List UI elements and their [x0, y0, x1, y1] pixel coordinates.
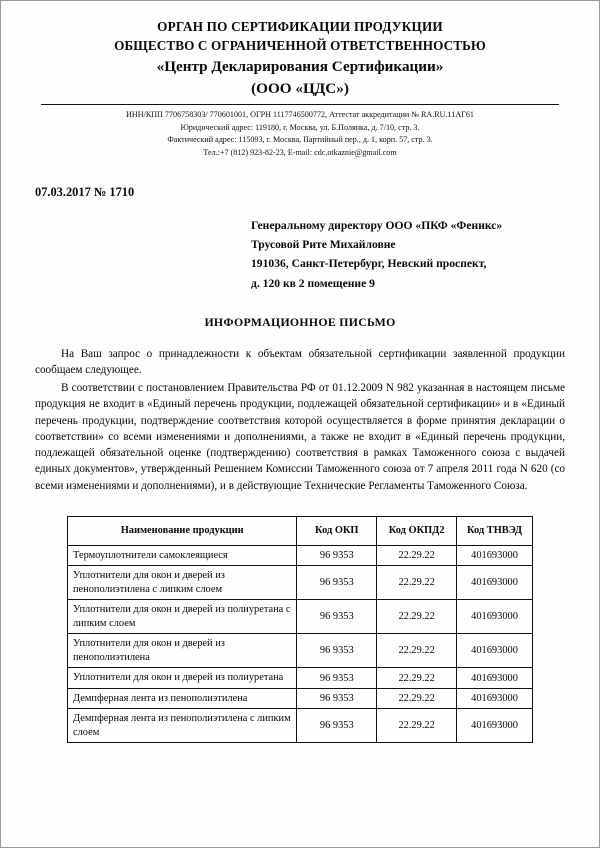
requisites-legal-address: Юридический адрес: 119180, г. Москва, ул. Б.Полянка, д. 7/10, стр. 3.	[180, 122, 420, 132]
cell-okp: 96 9353	[297, 600, 377, 634]
cell-okp: 96 9353	[297, 634, 377, 668]
addressee-name: Трусовой Рите Михайловне	[251, 238, 396, 252]
cell-okp: 96 9353	[297, 545, 377, 566]
requisites-contacts: Тел.:+7 (812) 923-82-23, E-mail: cdc.otkaznie@gmail.com	[203, 147, 397, 157]
table-row	[68, 566, 533, 600]
column-header-okpd2: Код ОКПД2	[377, 516, 457, 545]
cell-okp: 96 9353	[297, 688, 377, 709]
cell-okpd2: 22.29.22	[377, 668, 457, 689]
addressee-block	[251, 216, 565, 293]
header-divider	[41, 104, 559, 105]
addressee-address-line2: д. 120 кв 2 помещение 9	[251, 276, 375, 290]
cell-tnved: 401693000	[457, 709, 533, 743]
cell-tnved: 401693000	[457, 668, 533, 689]
cell-product-name: Уплотнители для окон и дверей из пенополиэтилена	[68, 634, 297, 668]
company-requisites	[35, 109, 565, 159]
cell-okpd2: 22.29.22	[377, 634, 457, 668]
cell-product-name: Уплотнители для окон и дверей из полиуретана с липким слоем	[68, 600, 297, 634]
cell-okpd2: 22.29.22	[377, 709, 457, 743]
cell-okp: 96 9353	[297, 709, 377, 743]
legal-form-line: ОБЩЕСТВО С ОГРАНИЧЕННОЙ ОТВЕТСТВЕННОСТЬЮ	[114, 38, 486, 53]
requisites-actual-address: Фактический адрес: 115093, г. Москва, Партийный пер., д. 1, корп. 57, стр. 3.	[167, 135, 433, 145]
org-name-line: «Центр Декларирования Сертификации»	[156, 58, 444, 75]
org-short-name-line: (ООО «ЦДС»)	[251, 80, 349, 97]
table-row	[68, 688, 533, 709]
table-row	[68, 600, 533, 634]
table-row	[68, 709, 533, 743]
cell-okpd2: 22.29.22	[377, 566, 457, 600]
cell-okpd2: 22.29.22	[377, 600, 457, 634]
document-title: ИНФОРМАЦИОННОЕ ПИСЬМО	[204, 314, 396, 329]
cell-okp: 96 9353	[297, 668, 377, 689]
letterhead	[35, 19, 565, 98]
addressee-position: Генеральному директору ООО «ПКФ «Феникс»	[251, 219, 503, 233]
column-header-tnved: Код ТНВЭД	[457, 516, 533, 545]
products-table	[67, 516, 533, 744]
column-header-okp: Код ОКП	[297, 516, 377, 545]
cell-tnved: 401693000	[457, 545, 533, 566]
cell-product-name: Уплотнители для окон и дверей из пенополиэтилена с липким слоем	[68, 566, 297, 600]
paragraph-1: На Ваш запрос о принадлежности к объектам обязательной сертификации заявленной продукции сообщаем следующее.	[35, 347, 565, 376]
cell-okpd2: 22.29.22	[377, 545, 457, 566]
cell-tnved: 401693000	[457, 566, 533, 600]
document-body	[1, 1, 599, 743]
addressee-address-line1: 191036, Санкт-Петербург, Невский проспект,	[251, 257, 487, 271]
table-header-row	[68, 516, 533, 545]
table-row	[68, 545, 533, 566]
org-type-line: ОРГАН ПО СЕРТИФИКАЦИИ ПРОДУКЦИИ	[157, 19, 443, 34]
cell-product-name: Демпферная лента из пенополиэтилена с липким слоем	[68, 709, 297, 743]
cell-tnved: 401693000	[457, 688, 533, 709]
cell-okpd2: 22.29.22	[377, 688, 457, 709]
cell-product-name: Демпферная лента из пенополиэтилена	[68, 688, 297, 709]
document-number: 07.03.2017 № 1710	[35, 185, 135, 200]
requisites-inn-kpp: ИНН/КПП 7706758303/ 770601001, ОГРН 1117746500772, Аттестат аккредитации № RA.RU.11АГ61	[126, 110, 474, 119]
cell-product-name: Термоуплотнители самоклеящиеся	[68, 545, 297, 566]
column-header-name: Наименование продукции	[68, 516, 297, 545]
table-row	[68, 668, 533, 689]
cell-tnved: 401693000	[457, 600, 533, 634]
letter-body	[35, 346, 565, 494]
cell-product-name: Уплотнители для окон и дверей из полиуретана	[68, 668, 297, 689]
table-row	[68, 634, 533, 668]
paragraph-2: В соответствии с постановлением Правительства РФ от 01.12.2009 N 982 указанная в настоящем письме продукция не входит в «Единый перечень продукции, подлежащей обязательной сертификации» и в «Единый перечень продукции, подтверждение соответствия которой осуществляется в форме принятия декларации о соответствии» со всеми изменениями и дополнениями, а также не входит в «Единый перечень продукции, подлежащей обязательной оценке (подтверждению) соответствия в рамках Таможенного союза с выдачей единых документов», утвержденный Решением Комиссии Таможенного союза от 7 апреля 2011 года N 620 (со всеми изменениями и дополнениями), и в действующие Технические Регламенты Таможенного Союза.	[35, 382, 565, 492]
cell-okp: 96 9353	[297, 566, 377, 600]
cell-tnved: 401693000	[457, 634, 533, 668]
